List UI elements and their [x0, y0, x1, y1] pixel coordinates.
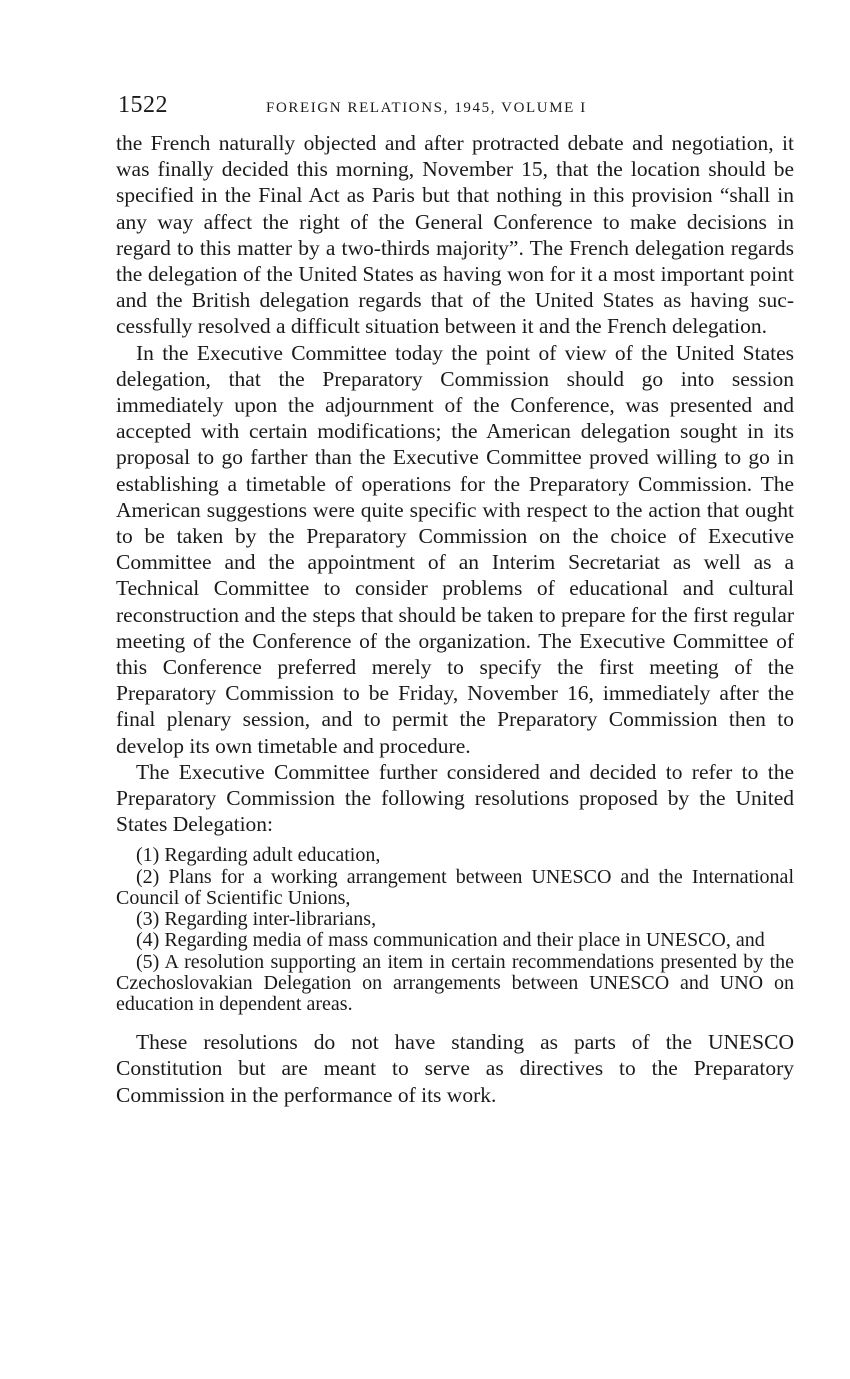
- page-header: [116, 92, 794, 130]
- paragraph-executive-committee: In the Executive Committee today the point of view of the United States delegation, that the Preparatory Commission should go into session immediately upon the adjournment of the Conference, was presented and accepted with certain modifications; the American delegation sought in its proposal to go farther than the Executive Committee proved willing to go in establishing a timetable of operations for the Preparatory Commission. The American suggestions were quite specific with respect to the action that ought to be taken by the Preparatory Commission on the choice of Executive Committee and the appointment of an Interim Secretariat as well as a Technical Committee to consider problems of educational and cultural reconstruction and the steps that should be taken to prepare for the first regular meeting of the Conference of the organization. The Executive Committee of this Conference preferred merely to specify the first meeting of the Preparatory Commission to be Friday, November 16, immediately after the final plenary session, and to permit the Preparatory Commission then to develop its own timetable and procedure.: [116, 340, 794, 758]
- resolution-item: (3) Regarding inter-librarians,: [136, 908, 377, 931]
- paragraph-closing: These resolutions do not have standing as parts of the UNESCO Constitution but are meant to serve as directives to the Preparatory Commission in the performance of its work.: [116, 1030, 794, 1107]
- resolution-item: (5) A resolution supporting an item in certain recommendations presented by the Czechoslovakian Delegation on arrangements between UNESCO and UNO on education in dependent areas.: [116, 950, 794, 1015]
- resolutions-list: [116, 845, 794, 1015]
- page-number: 1522: [118, 92, 168, 118]
- document-page: [116, 92, 794, 1108]
- resolution-item: (4) Regarding media of mass communication and their place in UNESCO, and: [136, 929, 765, 952]
- body-text: [116, 130, 794, 1108]
- running-title: FOREIGN RELATIONS, 1945, VOLUME I: [266, 100, 587, 116]
- resolution-item: (1) Regarding adult education,: [136, 844, 381, 867]
- resolution-item: (2) Plans for a working arrangement between UNESCO and the International Council of Scientific Unions,: [116, 865, 794, 909]
- paragraph-resolutions-intro: The Executive Committee further considered and decided to refer to the Preparatory Commission the following resolutions proposed by the United States Delegation:: [116, 759, 794, 837]
- paragraph-continuation: the French naturally objected and after protracted debate and negotiation, it was finally decided this morning, November 15, that the location should be specified in the Final Act as Paris but that nothing in this provision “shall in any way affect the right of the General Conference to make decisions in regard to this matter by a two-thirds majority”. The French delegation regards the delegation of the United States as having won for it a most important point and the British delegation regards that of the United States as having successfully resolved a difficult situation between it and the French delegation.: [116, 131, 794, 339]
